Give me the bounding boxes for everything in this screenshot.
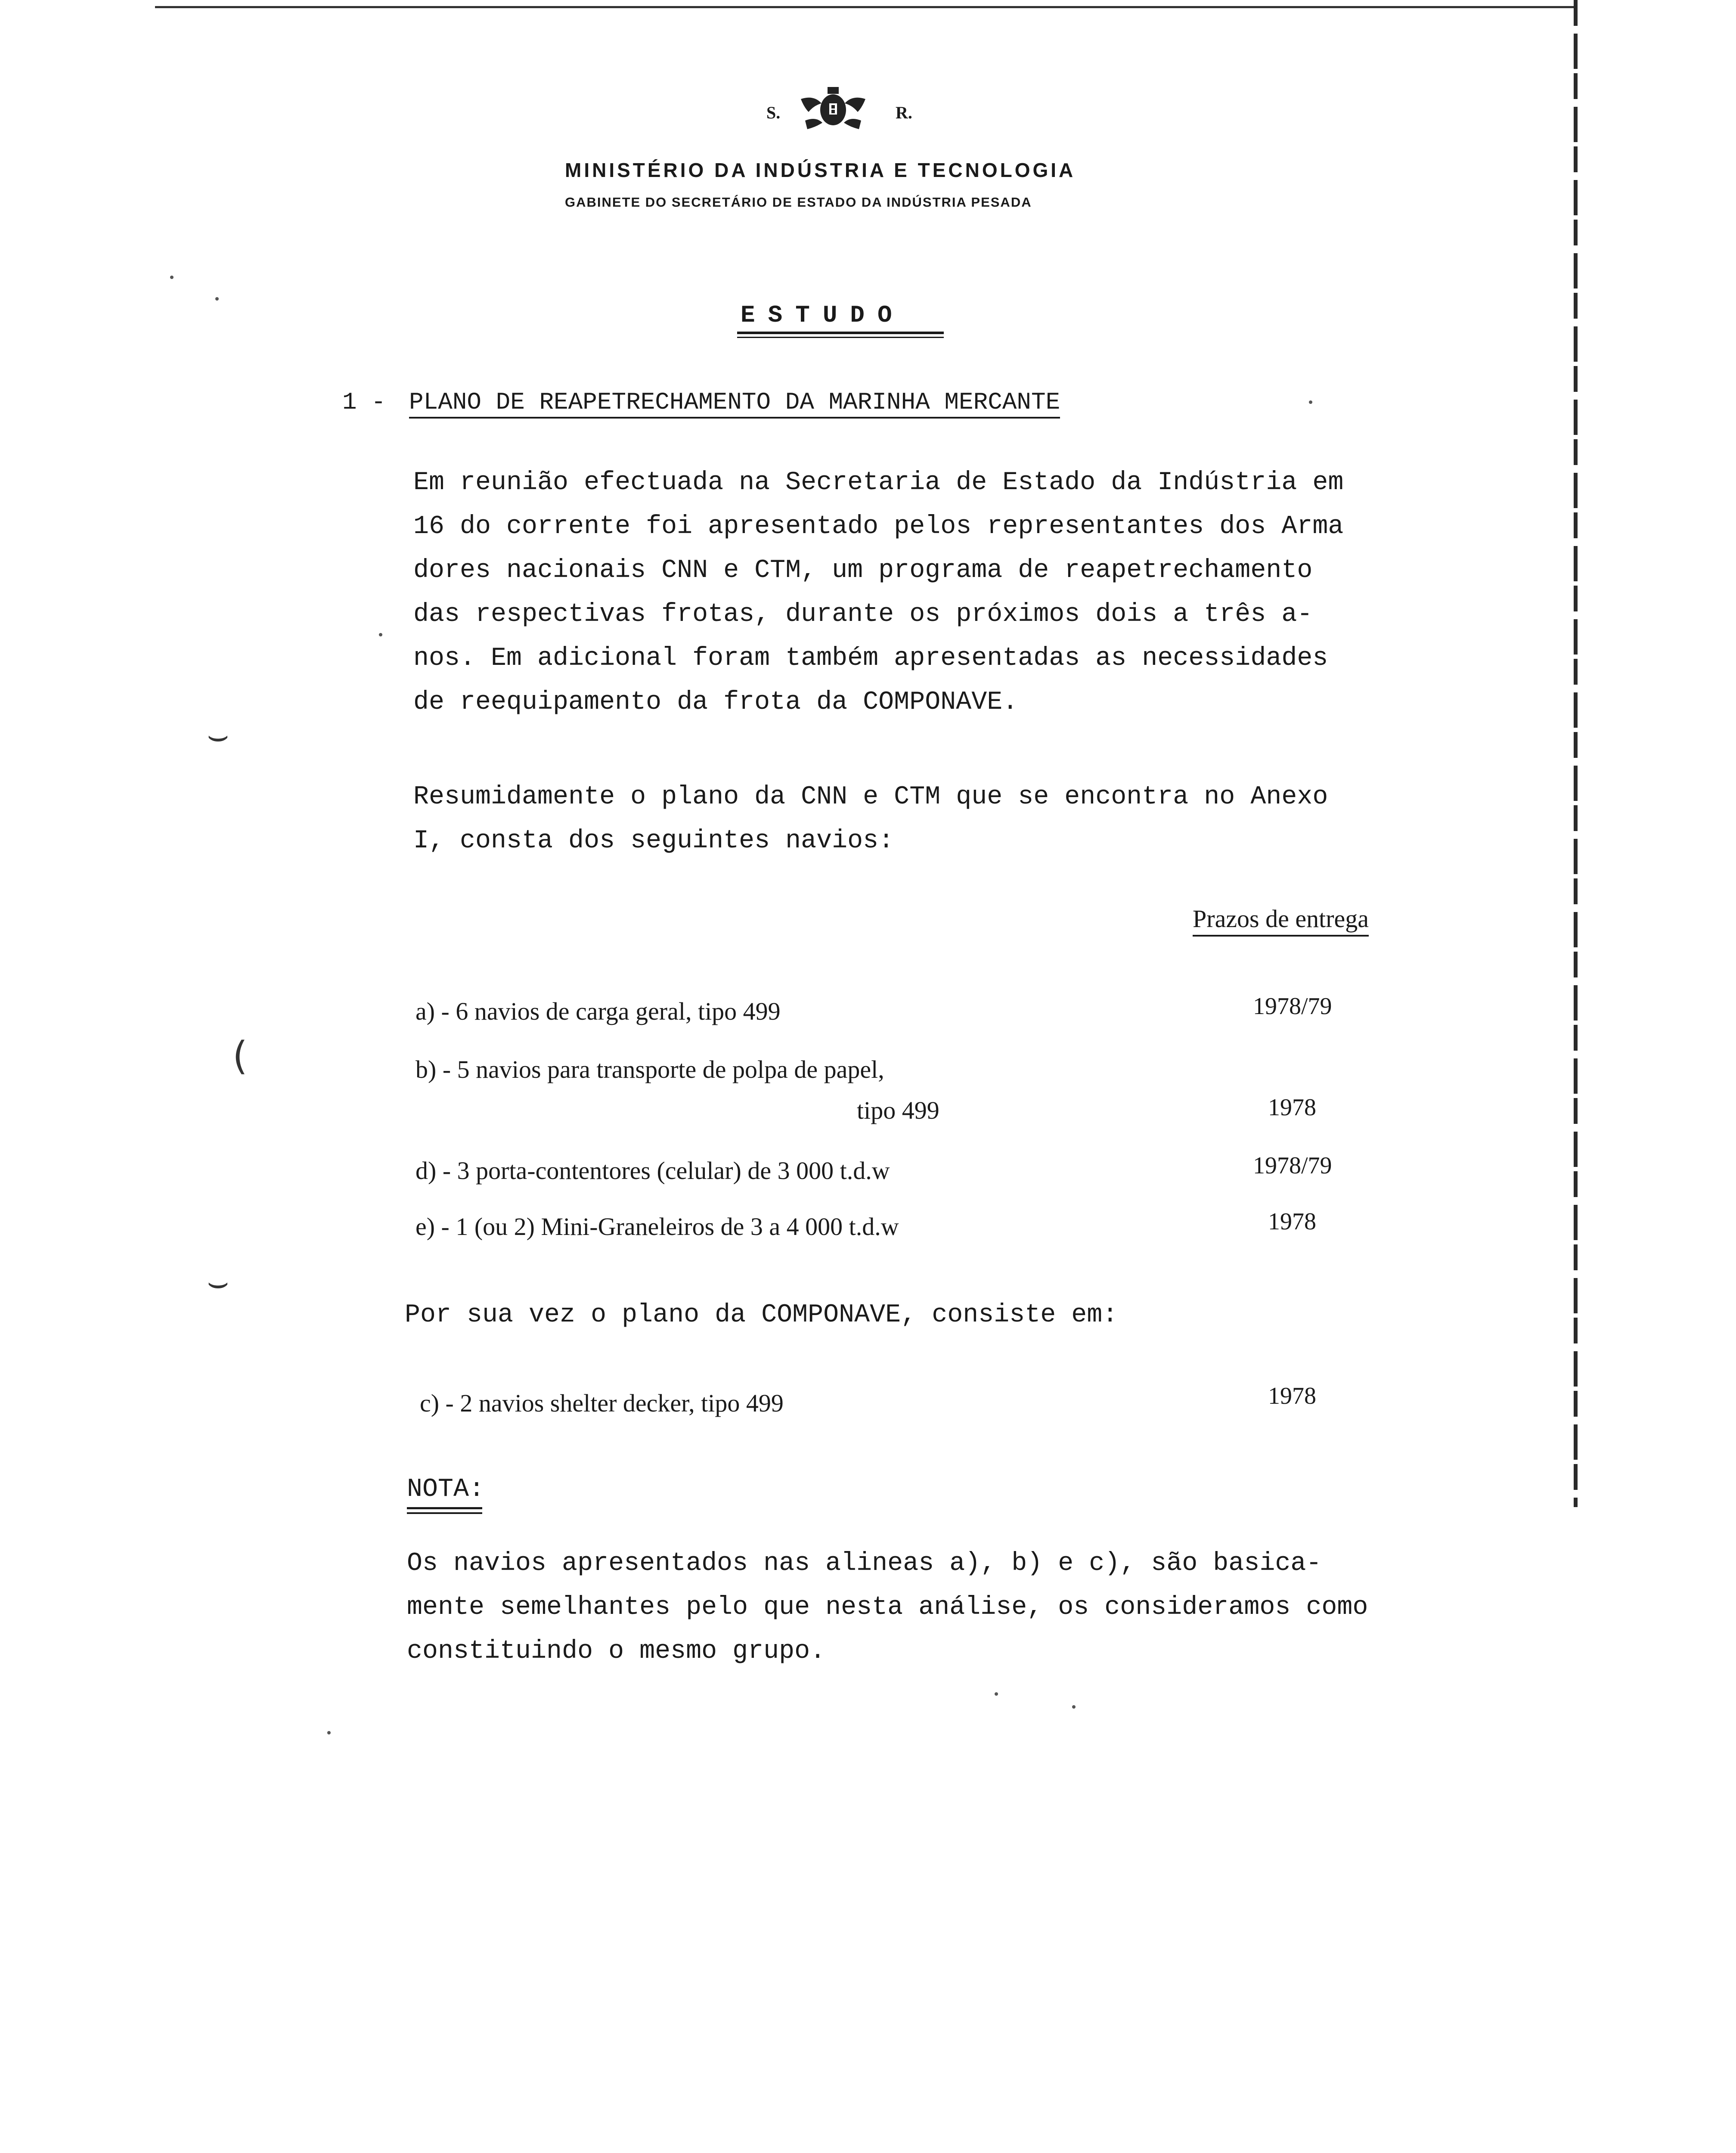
text-line: mente semelhantes pelo que nesta análise, os consideramos como xyxy=(407,1593,1368,1622)
deadlines-header: Prazos de entrega xyxy=(1193,904,1369,937)
text-line: Os navios apresentados nas alineas a), b) e c), são basica- xyxy=(407,1549,1322,1578)
state-emblem-header xyxy=(766,86,921,133)
cabinet-subheading: GABINETE DO SECRETÁRIO DE ESTADO DA INDÚSTRIA PESADA xyxy=(565,195,1032,210)
note-underline xyxy=(407,1512,482,1514)
ship-item-b: b) - 5 navios para transporte de polpa de papel, xyxy=(415,1055,884,1083)
text-line: 16 do corrente foi apresentado pelos representantes dos Arma xyxy=(413,512,1344,541)
text-line: I, consta dos seguintes navios: xyxy=(413,826,894,856)
scan-speck xyxy=(170,276,174,279)
scan-speck xyxy=(995,1692,998,1696)
title-underline xyxy=(737,337,944,338)
ministry-heading: MINISTÉRIO DA INDÚSTRIA E TECNOLOGIA xyxy=(565,159,1076,181)
scan-speck xyxy=(1309,400,1312,404)
ship-item-c-year: 1978 xyxy=(1268,1383,1316,1409)
section-number: 1 - xyxy=(342,388,386,416)
ship-item-a-year: 1978/79 xyxy=(1253,993,1332,1020)
note-text xyxy=(407,1542,1368,1673)
ship-item-c: c) - 2 navios shelter decker, tipo 499 xyxy=(420,1389,784,1417)
document-title: ESTUDO xyxy=(741,301,905,329)
ship-item-a: a) - 6 navios de carga geral, tipo 499 xyxy=(415,997,781,1025)
text-line: constituindo o mesmo grupo. xyxy=(407,1637,826,1666)
text-line: Em reunião efectuada na Secretaria de Estado da Indústria em xyxy=(413,468,1344,497)
r-letter: R. xyxy=(896,103,912,122)
scan-speck xyxy=(1072,1705,1076,1709)
ship-item-d-year: 1978/79 xyxy=(1253,1152,1332,1179)
scan-right-edge xyxy=(1574,0,1578,1507)
scan-speck xyxy=(379,633,382,636)
note-underline xyxy=(407,1507,482,1509)
scan-top-edge xyxy=(155,6,1576,8)
text-line: das respectivas frotas, durante os próximos dois a três a- xyxy=(413,600,1313,629)
note-label: NOTA: xyxy=(407,1475,485,1504)
text-line: de reequipamento da frota da COMPONAVE. xyxy=(413,688,1018,717)
text-line: Resumidamente o plano da CNN e CTM que se encontra no Anexo xyxy=(413,782,1328,812)
paragraph-summary xyxy=(413,775,1328,863)
ship-item-b-type: tipo 499 xyxy=(857,1096,939,1124)
margin-mark: ⌣ xyxy=(207,1262,229,1302)
margin-mark: ( xyxy=(232,1033,248,1079)
s-letter: S. xyxy=(766,103,781,122)
title-underline xyxy=(737,332,944,334)
section-title: PLANO DE REAPETRECHAMENTO DA MARINHA MERCANTE xyxy=(409,388,1060,419)
coat-of-arms-icon xyxy=(797,86,870,133)
ship-item-d: d) - 3 porta-contentores (celular) de 3 000 t.d.w xyxy=(415,1157,890,1185)
ship-item-b-year: 1978 xyxy=(1268,1094,1316,1121)
ship-item-e-year: 1978 xyxy=(1268,1208,1316,1235)
margin-mark: ⌣ xyxy=(207,715,229,755)
scan-speck xyxy=(215,297,219,301)
paragraph-intro xyxy=(413,461,1343,724)
text-line: dores nacionais CNN e CTM, um programa de reapetrechamento xyxy=(413,556,1313,585)
ship-item-e: e) - 1 (ou 2) Mini-Graneleiros de 3 a 4 000 t.d.w xyxy=(415,1213,899,1241)
scan-speck xyxy=(327,1731,331,1734)
componave-intro: Por sua vez o plano da COMPONAVE, consiste em: xyxy=(405,1300,1118,1330)
text-line: nos. Em adicional foram também apresentadas as necessidades xyxy=(413,644,1328,673)
